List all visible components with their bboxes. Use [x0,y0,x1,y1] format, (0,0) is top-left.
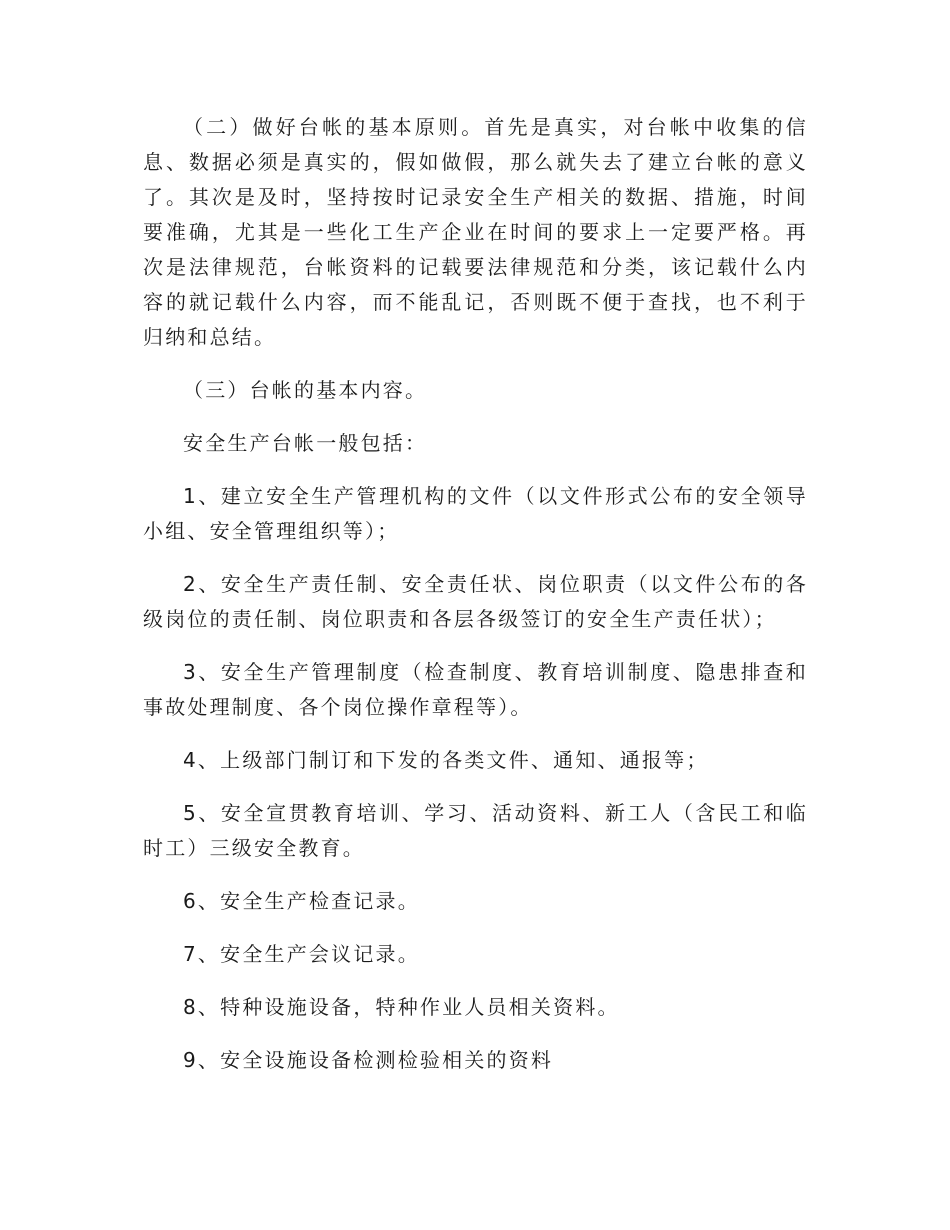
list-item: 1、建立安全生产管理机构的文件（以文件形式公布的安全领导小组、安全管理组织等）； [143,484,808,543]
list-item: 3、安全生产管理制度（检查制度、教育培训制度、隐患排查和事故处理制度、各个岗位操作章程等）。 [143,660,808,719]
list-item: 2、安全生产责任制、安全责任状、岗位职责（以文件公布的各级岗位的责任制、岗位职责和各层各级签订的安全生产责任状）； [143,572,808,631]
list-item: 8、特种设施设备，特种作业人员相关资料。 [183,995,620,1019]
paragraph-heading-contents: （三）台帐的基本内容。 [183,378,428,402]
list-item: 7、安全生产会议记录。 [183,942,420,966]
list-item: 5、安全宣贯教育培训、学习、活动资料、新工人（含民工和临时工）三级安全教育。 [143,801,808,860]
list-item: 9、安全设施设备检测检验相关的资料 [183,1048,554,1072]
document-body [143,110,808,1096]
list-item: 6、安全生产检查记录。 [183,889,420,913]
list-item: 4、上级部门制订和下发的各类文件、通知、通报等； [183,748,709,772]
paragraph-principles: （二）做好台帐的基本原则。首先是真实，对台帐中收集的信息、数据必须是真实的，假如做假，那么就失去了建立台帐的意义了。其次是及时，坚持按时记录安全生产相关的数据、措施，时间要准确，尤其是一些化工生产企业在时间的要求上一定要严格。再次是法律规范，台帐资料的记载要法律规范和分类，该记载什么内容的就记载什么内容，而不能乱记，否则既不便于查找，也不利于归纳和总结。 [143,115,808,349]
paragraph-intro: 安全生产台帐一般包括： [183,431,428,455]
